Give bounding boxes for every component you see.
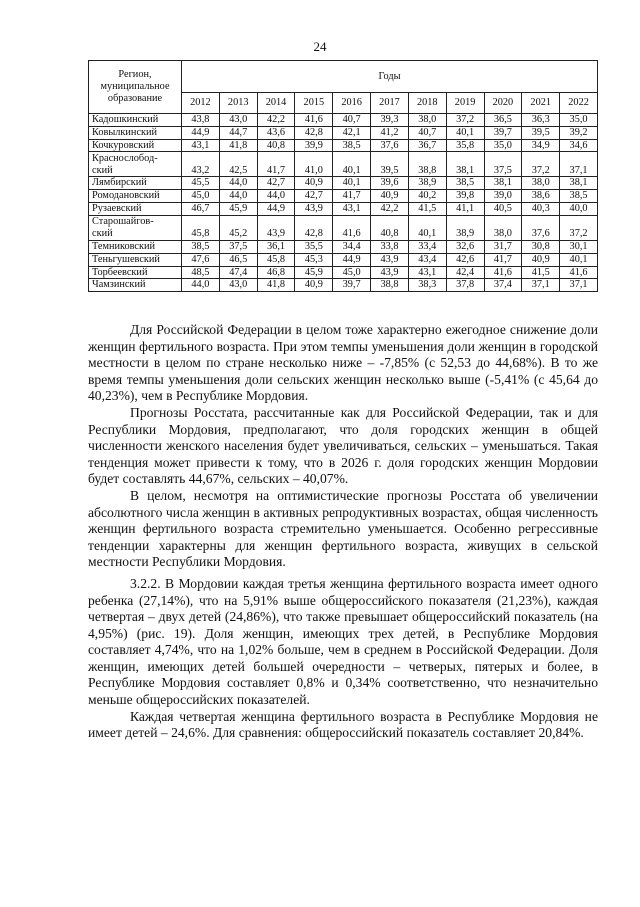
value-cell: 43,9	[257, 215, 295, 240]
value-cell: 43,9	[371, 266, 409, 279]
value-cell: 43,2	[182, 152, 220, 177]
value-cell: 39,5	[522, 126, 560, 139]
value-cell: 40,1	[333, 152, 371, 177]
year-header: 2021	[522, 93, 560, 114]
value-cell: 41,6	[295, 114, 333, 127]
value-cell: 42,7	[257, 177, 295, 190]
region-name-cell: Ковылкинский	[89, 126, 182, 139]
year-header: 2016	[333, 93, 371, 114]
value-cell: 45,0	[182, 190, 220, 203]
value-cell: 39,7	[484, 126, 522, 139]
value-cell: 43,1	[182, 139, 220, 152]
paragraph: 3.2.2. В Мордовии каждая третья женщина фертильного возраста имеет одного ребенка (27,14%), что на 5,91% выше общероссийского показателя (21,23%), каждая четвертая – двух детей (24,86%), что также превышает общероссийский показатель (на 4,95%) (рис. 19). Доля женщин, имеющих трех детей, в Республике Мордовия составляет 4,74%, что на 1,02% больше, чем в среднем в Российской Федерации. Доля женщин, имеющих детей большей очередности – четверых, пятерых и более, в Республике Мордовия составляет 0,8% и 0,34% соответственно, что незначительно меньше общероссийских показателей.	[88, 575, 598, 708]
page-number: 24	[313, 39, 327, 54]
value-cell: 42,6	[446, 253, 484, 266]
year-header: 2019	[446, 93, 484, 114]
value-cell: 36,3	[522, 114, 560, 127]
region-name-cell: Рузаевский	[89, 203, 182, 216]
value-cell: 40,7	[408, 126, 446, 139]
value-cell: 41,8	[219, 139, 257, 152]
table-row	[89, 253, 598, 266]
value-cell: 43,1	[408, 266, 446, 279]
value-cell: 41,6	[333, 215, 371, 240]
value-cell: 37,5	[219, 240, 257, 253]
value-cell: 44,0	[219, 190, 257, 203]
year-header: 2017	[371, 93, 409, 114]
value-cell: 45,8	[257, 253, 295, 266]
value-cell: 38,5	[560, 190, 598, 203]
value-cell: 44,9	[182, 126, 220, 139]
value-cell: 40,1	[408, 215, 446, 240]
region-column-header: Регион, муниципальное образование	[89, 61, 182, 114]
value-cell: 46,5	[219, 253, 257, 266]
value-cell: 40,5	[484, 203, 522, 216]
value-cell: 38,8	[371, 279, 409, 292]
value-cell: 45,9	[219, 203, 257, 216]
value-cell: 40,1	[446, 126, 484, 139]
value-cell: 42,8	[295, 126, 333, 139]
region-name-cell: Кочкуровский	[89, 139, 182, 152]
value-cell: 38,9	[446, 215, 484, 240]
value-cell: 40,1	[333, 177, 371, 190]
value-cell: 43,4	[408, 253, 446, 266]
table-row	[89, 152, 598, 177]
year-header: 2022	[560, 93, 598, 114]
value-cell: 42,8	[295, 215, 333, 240]
value-cell: 30,8	[522, 240, 560, 253]
value-cell: 44,0	[257, 190, 295, 203]
value-cell: 41,6	[484, 266, 522, 279]
value-cell: 37,2	[560, 215, 598, 240]
value-cell: 39,6	[371, 177, 409, 190]
value-cell: 47,6	[182, 253, 220, 266]
paragraph: В целом, несмотря на оптимистические прогнозы Росстата об увеличении абсолютного числа женщин в активных репродуктивных возрастах, общая численность женщин фертильного возраста стремительно уменьшается. Особенно регрессивные тенденции характерны для женщин фертильного возраста, живущих в сельской местности Республики Мордовия.	[88, 487, 598, 570]
value-cell: 44,9	[257, 203, 295, 216]
value-cell: 38,1	[560, 177, 598, 190]
value-cell: 40,9	[295, 177, 333, 190]
value-cell: 37,2	[446, 114, 484, 127]
value-cell: 44,0	[182, 279, 220, 292]
value-cell: 36,1	[257, 240, 295, 253]
table-row	[89, 190, 598, 203]
region-name-cell: Торбеевский	[89, 266, 182, 279]
table-row	[89, 266, 598, 279]
region-name-cell: Темниковский	[89, 240, 182, 253]
value-cell: 34,9	[522, 139, 560, 152]
value-cell: 45,0	[333, 266, 371, 279]
value-cell: 37,8	[446, 279, 484, 292]
body-text	[88, 322, 598, 742]
value-cell: 39,5	[371, 152, 409, 177]
value-cell: 38,0	[522, 177, 560, 190]
value-cell: 43,0	[219, 114, 257, 127]
value-cell: 39,8	[446, 190, 484, 203]
value-cell: 40,8	[257, 139, 295, 152]
table-row	[89, 279, 598, 292]
value-cell: 40,0	[560, 203, 598, 216]
value-cell: 41,2	[371, 126, 409, 139]
value-cell: 40,9	[522, 253, 560, 266]
value-cell: 41,5	[522, 266, 560, 279]
value-cell: 33,4	[408, 240, 446, 253]
value-cell: 40,1	[560, 253, 598, 266]
region-name-cell: Теньгушевский	[89, 253, 182, 266]
value-cell: 38,6	[522, 190, 560, 203]
value-cell: 43,8	[182, 114, 220, 127]
table-row	[89, 215, 598, 240]
value-cell: 41,5	[408, 203, 446, 216]
value-cell: 38,8	[408, 152, 446, 177]
table-row	[89, 114, 598, 127]
value-cell: 45,2	[219, 215, 257, 240]
value-cell: 39,2	[560, 126, 598, 139]
value-cell: 42,1	[333, 126, 371, 139]
region-name-cell: Ромодановский	[89, 190, 182, 203]
value-cell: 40,9	[295, 279, 333, 292]
value-cell: 32,6	[446, 240, 484, 253]
value-cell: 45,5	[182, 177, 220, 190]
value-cell: 40,9	[371, 190, 409, 203]
value-cell: 37,4	[484, 279, 522, 292]
region-name-cell: Лямбирский	[89, 177, 182, 190]
table-row	[89, 203, 598, 216]
year-header: 2018	[408, 93, 446, 114]
year-header: 2015	[295, 93, 333, 114]
value-cell: 37,1	[522, 279, 560, 292]
value-cell: 35,0	[484, 139, 522, 152]
value-cell: 41,7	[257, 152, 295, 177]
value-cell: 46,7	[182, 203, 220, 216]
value-cell: 40,2	[408, 190, 446, 203]
value-cell: 35,5	[295, 240, 333, 253]
value-cell: 40,3	[522, 203, 560, 216]
region-name-cell: Чамзинский	[89, 279, 182, 292]
value-cell: 43,0	[219, 279, 257, 292]
region-name-cell: Старошайгов- ский	[89, 215, 182, 240]
value-cell: 43,6	[257, 126, 295, 139]
value-cell: 38,1	[446, 152, 484, 177]
value-cell: 44,7	[219, 126, 257, 139]
value-cell: 41,0	[295, 152, 333, 177]
value-cell: 37,1	[560, 279, 598, 292]
value-cell: 38,5	[333, 139, 371, 152]
value-cell: 37,6	[522, 215, 560, 240]
value-cell: 38,0	[484, 215, 522, 240]
region-name-cell: Кадошкинский	[89, 114, 182, 127]
value-cell: 43,9	[295, 203, 333, 216]
value-cell: 42,2	[371, 203, 409, 216]
table-row	[89, 126, 598, 139]
value-cell: 44,0	[219, 177, 257, 190]
value-cell: 41,7	[484, 253, 522, 266]
value-cell: 39,7	[333, 279, 371, 292]
value-cell: 35,8	[446, 139, 484, 152]
value-cell: 38,1	[484, 177, 522, 190]
value-cell: 30,1	[560, 240, 598, 253]
table-row	[89, 139, 598, 152]
value-cell: 43,9	[371, 253, 409, 266]
value-cell: 45,3	[295, 253, 333, 266]
data-table	[88, 60, 598, 292]
paragraph: Прогнозы Росстата, рассчитанные как для Российской Федерации, так и для Республики Мордовия, предполагают, что доля городских женщин в общей численности женского населения будет увеличиваться, сельских – уменьшаться. Такая тенденция может привести к тому, что в 2026 г. доля городских женщин Мордовии будет составлять 44,67%, сельских – 40,07%.	[88, 404, 598, 487]
year-header: 2013	[219, 93, 257, 114]
value-cell: 39,9	[295, 139, 333, 152]
value-cell: 37,1	[560, 152, 598, 177]
year-header: 2014	[257, 93, 295, 114]
value-cell: 38,9	[408, 177, 446, 190]
value-cell: 37,2	[522, 152, 560, 177]
paragraph: Для Российской Федерации в целом тоже характерно ежегодное снижение доли женщин фертильного возраста. При этом темпы уменьшения доли женщин в городской местности в целом по стране несколько ниже – -7,85% (с 52,53 до 44,68%). В то же время темпы уменьшения доли сельских женщин несколько выше (-5,41% (с 45,64 до 40,23%), чем в Республике Мордовия.	[88, 322, 598, 404]
table-row	[89, 240, 598, 253]
value-cell: 41,1	[446, 203, 484, 216]
value-cell: 45,9	[295, 266, 333, 279]
year-header: 2020	[484, 93, 522, 114]
value-cell: 42,7	[295, 190, 333, 203]
value-cell: 36,7	[408, 139, 446, 152]
value-cell: 44,9	[333, 253, 371, 266]
year-header: 2012	[182, 93, 220, 114]
value-cell: 42,5	[219, 152, 257, 177]
value-cell: 39,3	[371, 114, 409, 127]
value-cell: 43,1	[333, 203, 371, 216]
value-cell: 35,0	[560, 114, 598, 127]
value-cell: 42,4	[446, 266, 484, 279]
value-cell: 38,0	[408, 114, 446, 127]
value-cell: 34,4	[333, 240, 371, 253]
value-cell: 41,7	[333, 190, 371, 203]
value-cell: 40,8	[371, 215, 409, 240]
value-cell: 47,4	[219, 266, 257, 279]
value-cell: 41,8	[257, 279, 295, 292]
value-cell: 42,2	[257, 114, 295, 127]
value-cell: 34,6	[560, 139, 598, 152]
value-cell: 45,8	[182, 215, 220, 240]
value-cell: 38,5	[182, 240, 220, 253]
region-name-cell: Краснослобод- ский	[89, 152, 182, 177]
value-cell: 31,7	[484, 240, 522, 253]
value-cell: 38,3	[408, 279, 446, 292]
value-cell: 40,7	[333, 114, 371, 127]
paragraph: Каждая четвертая женщина фертильного возраста в Республике Мордовия не имеет детей – 24,6%. Для сравнения: общероссийский показатель составляет 20,84%.	[88, 708, 598, 741]
value-cell: 36,5	[484, 114, 522, 127]
value-cell: 41,6	[560, 266, 598, 279]
value-cell: 37,5	[484, 152, 522, 177]
value-cell: 46,8	[257, 266, 295, 279]
value-cell: 37,6	[371, 139, 409, 152]
value-cell: 39,0	[484, 190, 522, 203]
value-cell: 38,5	[446, 177, 484, 190]
years-column-header: Годы	[182, 61, 598, 93]
value-cell: 48,5	[182, 266, 220, 279]
value-cell: 33,8	[371, 240, 409, 253]
table-row	[89, 177, 598, 190]
